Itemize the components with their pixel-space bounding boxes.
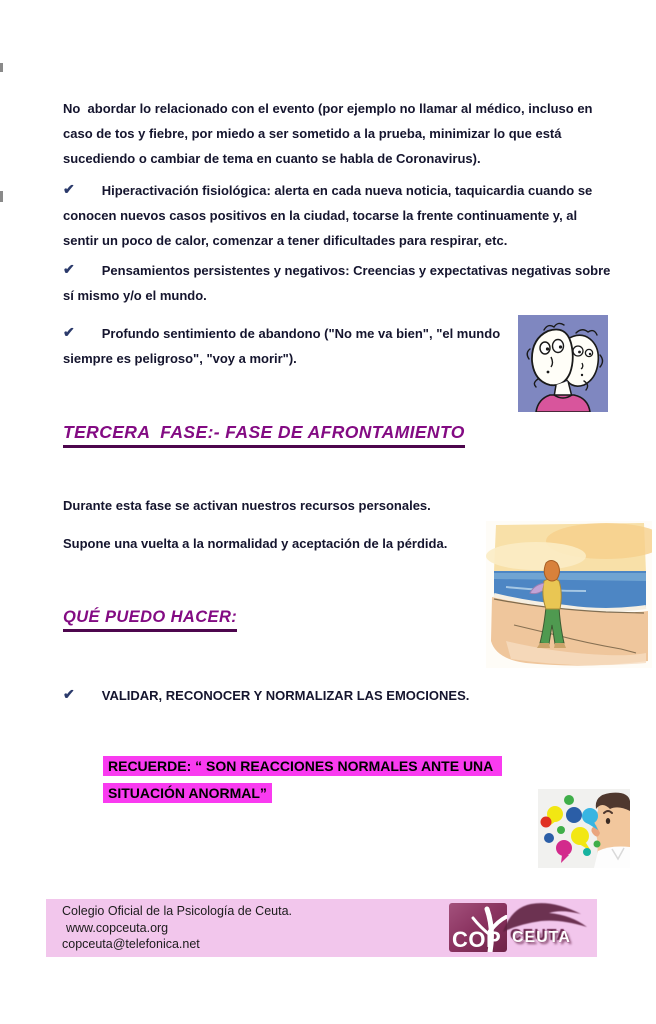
logo-square <box>449 903 507 952</box>
bullet-item-validar <box>63 683 613 708</box>
confused-faces-image <box>518 315 608 412</box>
bullet-item-pensamientos <box>63 258 613 308</box>
logo-ceuta-text: CEUTA <box>512 929 571 946</box>
cop-ceuta-logo <box>449 902 591 954</box>
reminder-highlight: RECUERDE: “ SON REACCIONES NORMALES ANTE UNA SITUACIÓN ANORMAL” <box>103 753 568 807</box>
beach-image <box>486 521 652 668</box>
intro-paragraph: No abordar lo relacionado con el evento (por ejemplo no llamar al médico, incluso en caso de tos y fiebre, por miedo a ser sometido a la prueba, minimizar lo que está sucediendo o cambiar de tema en cuanto se habla de Coronavirus). <box>63 101 597 166</box>
website-url: www.copceuta.org <box>66 920 169 935</box>
phase-paragraph-supone: Supone una vuelta a la normalidad y aceptación de la pérdida. <box>63 536 448 551</box>
bullet-text: Hiperactivación fisiológica: alerta en cada nueva noticia, taquicardia cuando se conocen nuevos casos positivos en la ciudad, tocarse la frente continuamente y, al sentir un poco de calor, comenzar a tener dificultades para respirar, etc. <box>63 183 596 248</box>
checkmark-icon: ✔ <box>63 686 75 702</box>
footer-bar <box>46 899 597 957</box>
email-address: copceuta@telefonica.net <box>62 937 200 951</box>
checkmark-icon: ✔ <box>63 181 75 197</box>
bullet-item-hiperactivacion <box>63 178 613 253</box>
org-name: Colegio Oficial de la Psicología de Ceuta. <box>62 904 292 918</box>
page-edge-artifact <box>0 191 3 202</box>
phase-paragraph-durante: Durante esta fase se activan nuestros recursos personales. <box>63 498 431 513</box>
bullet-text: Profundo sentimiento de abandono ("No me va bien", "el mundo siempre es peligroso", "voy a morir"). <box>63 326 504 366</box>
section-heading-que-puedo-hacer: QUÉ PUEDO HACER: <box>63 608 237 632</box>
bullet-item-abandono <box>63 321 509 371</box>
section-heading-tercera-fase: TERCERA FASE:- FASE DE AFRONTAMIENTO <box>63 422 465 448</box>
footer-contact-block <box>62 903 292 953</box>
speech-bubbles-image <box>538 789 630 868</box>
bullet-text: VALIDAR, RECONOCER Y NORMALIZAR LAS EMOCIONES. <box>101 688 470 703</box>
checkmark-icon: ✔ <box>63 261 75 277</box>
logo-cop-text: COP <box>452 927 502 952</box>
page-edge-artifact <box>0 63 3 72</box>
checkmark-icon: ✔ <box>63 324 75 340</box>
bullet-text: Pensamientos persistentes y negativos: Creencias y expectativas negativas sobre sí mismo y/o el mundo. <box>63 263 615 303</box>
